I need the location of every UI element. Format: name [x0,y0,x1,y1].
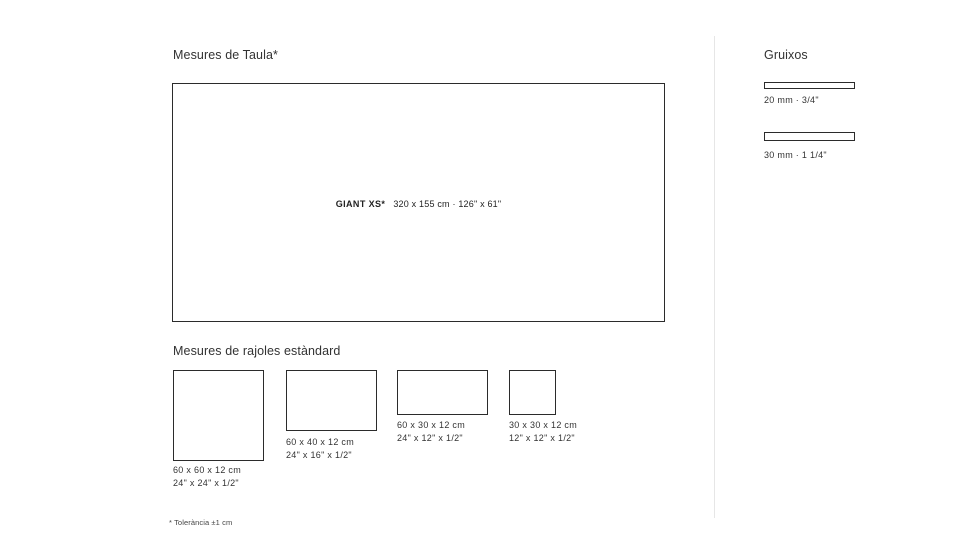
tile-60x30-diagram [397,370,488,415]
tile-metric: 60 x 60 x 12 cm [173,465,242,475]
tiles-section-title: Mesures de rajoles estàndard [173,344,341,358]
slab-name: GIANT XS* [335,199,386,209]
tile-60x40-diagram [286,370,377,431]
thickness-20mm-bar [764,82,855,89]
slab-diagram [172,83,665,322]
tile-60x60-diagram [173,370,264,461]
slab-section-title: Mesures de Taula* [173,48,279,62]
tile-metric: 60 x 30 x 12 cm [397,420,466,430]
tile-30x30-diagram [509,370,556,415]
slab-label [173,199,664,209]
tolerance-footnote: * Tolerància ±1 cm [169,518,233,527]
thickness-label: 30 mm · 1 1/4" [764,150,827,160]
tile-imperial: 24" x 24" x 1/2" [173,478,239,488]
thickness-label: 20 mm · 3/4" [764,95,819,105]
tile-metric: 60 x 40 x 12 cm [286,437,355,447]
tile-imperial: 24" x 16" x 1/2" [286,450,352,460]
thickness-30mm-bar [764,132,855,141]
tile-imperial: 24" x 12" x 1/2" [397,433,463,443]
tile-imperial: 12" x 12" x 1/2" [509,433,575,443]
tile-metric: 30 x 30 x 12 cm [509,420,578,430]
thickness-section-title: Gruixos [764,48,808,62]
slab-dimensions: 320 x 155 cm · 126" x 61" [393,199,502,209]
vertical-divider [714,36,715,518]
